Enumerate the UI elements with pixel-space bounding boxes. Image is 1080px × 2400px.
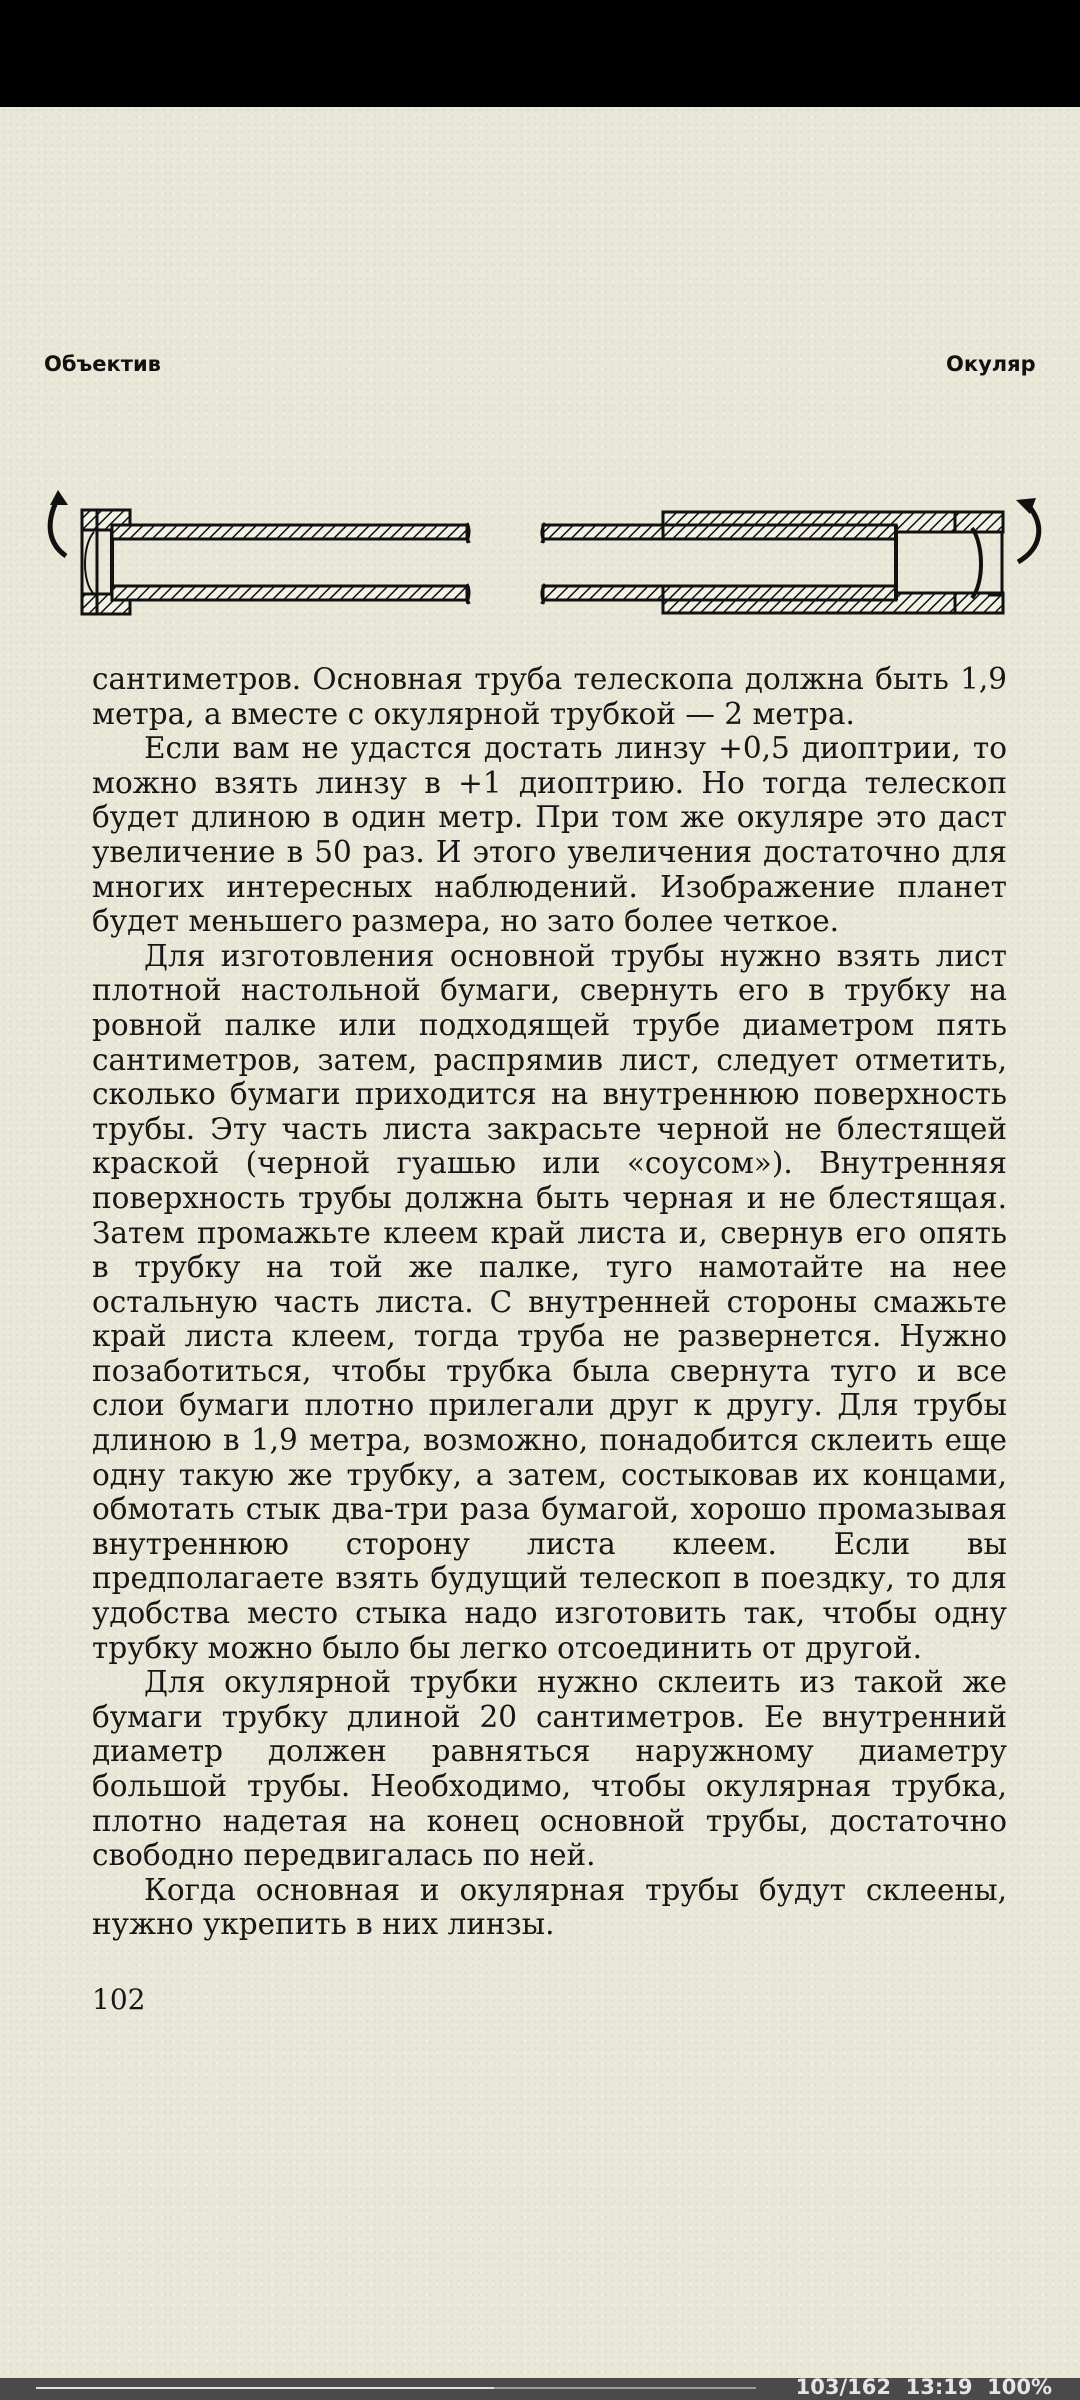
paragraph: Для окулярной трубки нужно склеить из такой же бумаги трубку длиной 20 сантиметров. Ее внутренний диаметр должен равняться наружному диаметру большой трубы. Необходимо, чтобы окулярная трубка, плотно надетая на конец основной трубы, достаточно свободно передвигалась по ней.: [92, 1665, 1007, 1873]
figure-label-eyepiece: Окуляр: [946, 352, 1036, 376]
page-counter: 103/162: [795, 2375, 891, 2399]
paragraph: сантиметров. Основная труба телескопа должна быть 1,9 метра, а вместе с окулярной трубкой — 2 метра.: [92, 662, 1007, 731]
paragraph: Для изготовления основной трубы нужно взять лист плотной настольной бумаги, свернуть его в трубку на ровной палке или подходящей трубе диаметром пять сантиметров, затем, распрямив лист, следует отметить, сколько бумаги приходится на внутреннюю поверхность трубы. Эту часть листа закрасьте черной не блестящей краской (черной гуашью или «соусом»). Внутренняя поверхность трубы должна быть черная и не блестящая. Затем промажьте клеем край листа и, свернув его опять в трубку на той же палке, туго намотайте на нее остальную часть листа. С внутренней стороны смажьте край листа клеем, тогда труба не развернется. Нужно позаботиться, чтобы трубка была свернута туго и все слои бумаги плотно прилегали друг к другу. Для трубы длиною в 1,9 метра, возможно, понадобится склеить еще одну такую же трубку, а затем, состыковав их концами, обмотать стык два-три раза бумагой, хорошо промазывая внутреннюю сторону листа клеем. Если вы предполагаете взять будущий телескоп в поездку, то для удобства место стыка надо изготовить так, чтобы одну трубку можно было бы легко отсоединить от другой.: [92, 938, 1007, 1665]
eyepiece-arrow-icon: [1016, 498, 1039, 562]
main-tube-right: [541, 523, 663, 603]
reading-progress-bar[interactable]: [36, 2387, 756, 2389]
system-top-bar: [0, 0, 1080, 107]
paragraph: Когда основная и окулярная трубы будут склеены, нужно укрепить в них линзы.: [92, 1872, 1007, 1942]
telescope-diagram: [0, 355, 1080, 655]
body-text: [92, 662, 1007, 1942]
battery-level: 100%: [987, 2375, 1052, 2399]
eyepiece-tube: [663, 512, 1003, 613]
clock: 13:19: [905, 2375, 973, 2399]
figure-label-objective: Объектив: [44, 352, 161, 376]
paragraph: Если вам не удастся достать линзу +0,5 диоптрии, то можно взять линзу в +1 диоптрию. Но тогда телескоп будет длиною в один метр. При том же окуляре это даст увеличение в 50 раз. И этого увеличения достаточно для многих интересных наблюдений. Изображение планет будет меньшего размера, но зато более четкое.: [92, 731, 1007, 939]
page-number: 102: [92, 1983, 146, 2016]
main-tube-left: [82, 510, 470, 614]
objective-arrow-icon: [50, 490, 68, 556]
reading-progress-fill: [36, 2387, 494, 2389]
status-text: [796, 2375, 1052, 2399]
